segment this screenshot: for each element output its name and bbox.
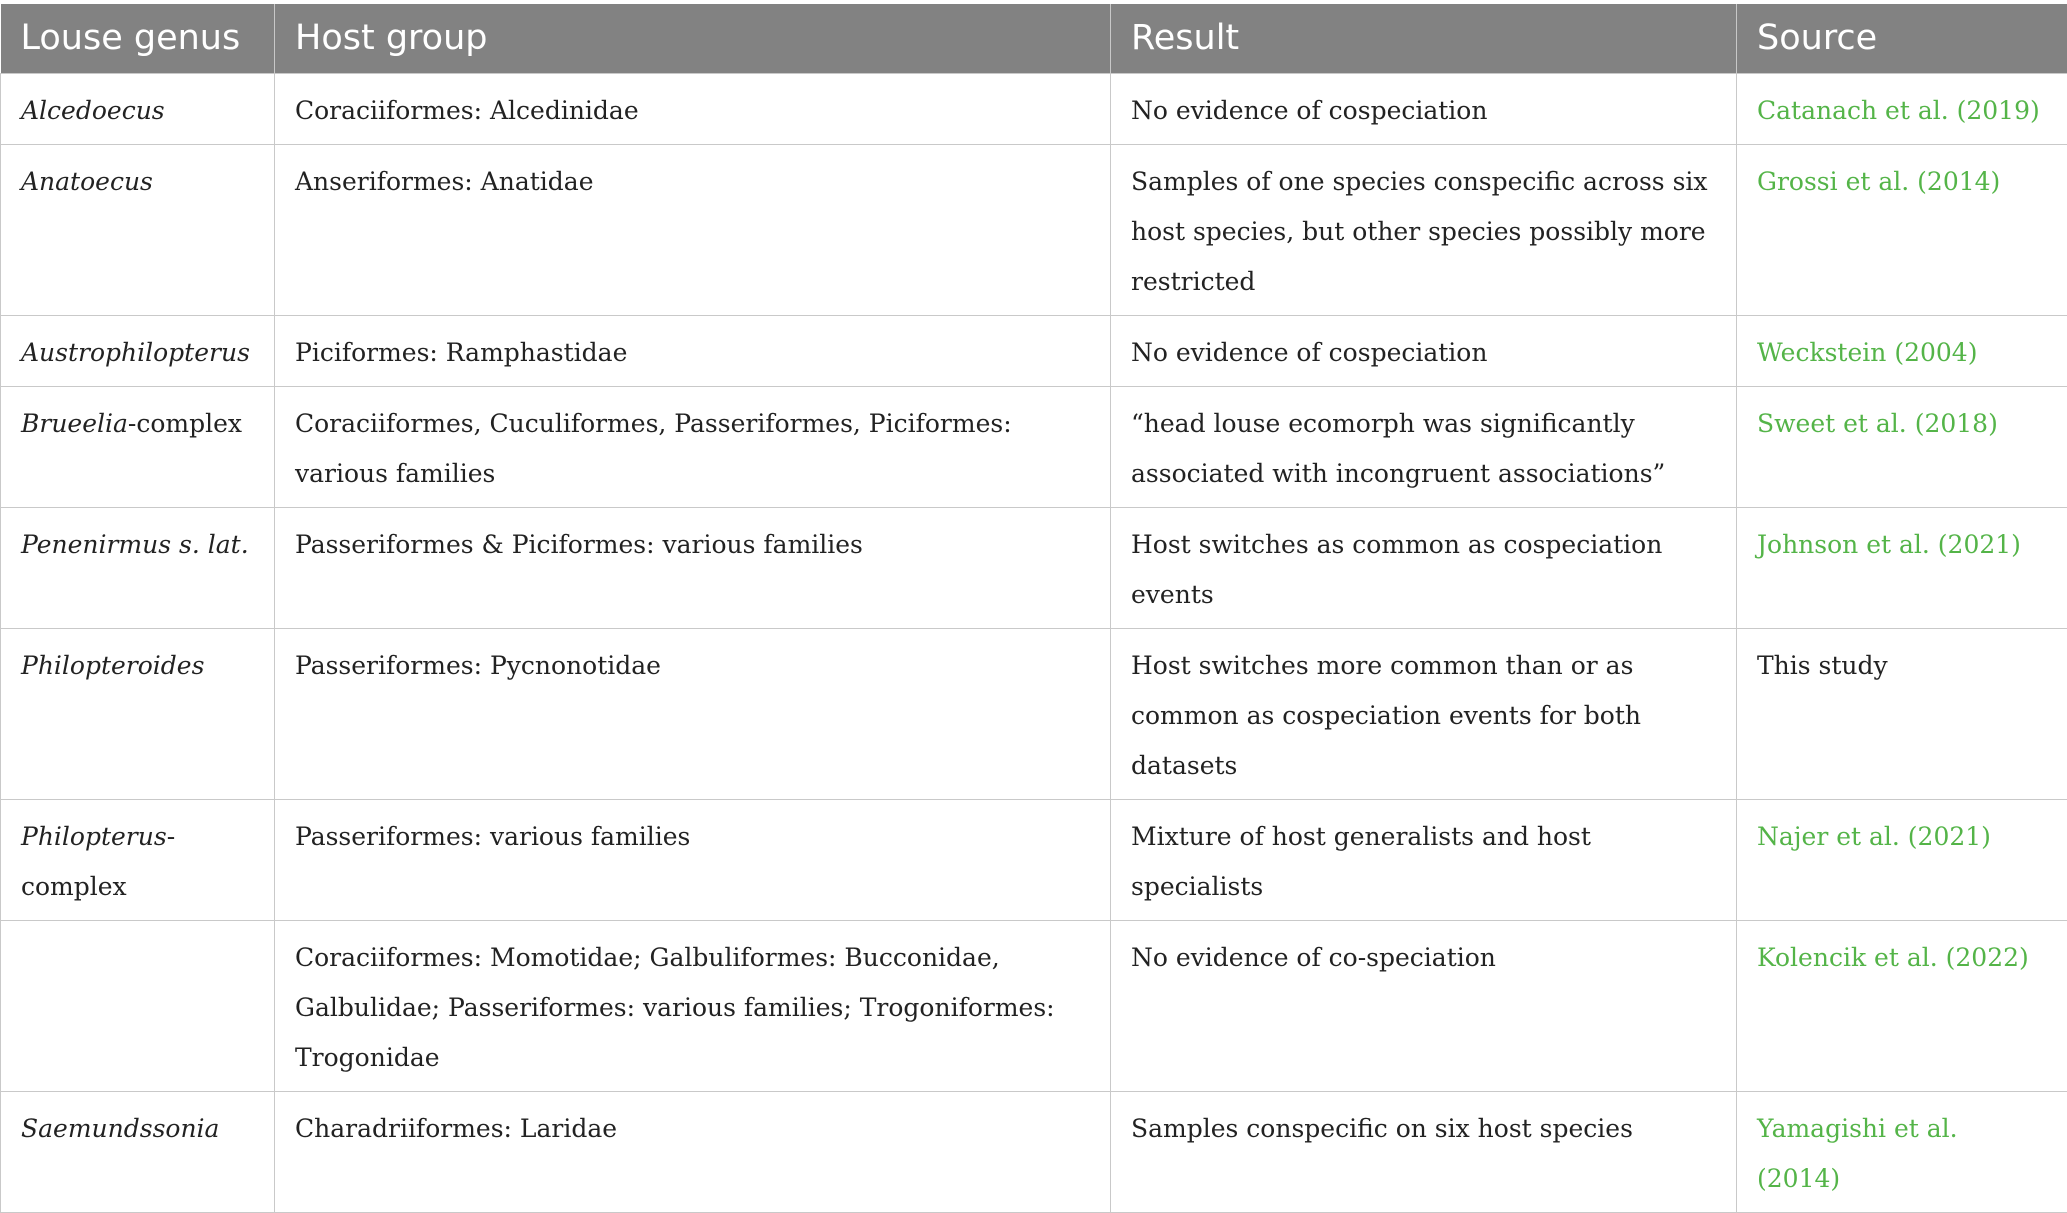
- source-link[interactable]: Grossi et al. (2014): [1737, 144, 2067, 315]
- genus-cell: [1, 144, 275, 315]
- genus-suffix: -complex: [21, 822, 175, 901]
- source-link[interactable]: Sweet et al. (2018): [1737, 386, 2067, 507]
- source-link[interactable]: Johnson et al. (2021): [1737, 507, 2067, 628]
- genus-name: Penenirmus s. lat.: [21, 530, 249, 559]
- table-row: [1, 1091, 2067, 1212]
- genus-cell: [1, 799, 275, 920]
- genus-name: Saemundssonia: [21, 1114, 219, 1143]
- host-group-cell: Charadriiformes: Laridae: [275, 1091, 1111, 1212]
- genus-cell: [1, 628, 275, 799]
- host-group-cell: Coraciiformes: Momotidae; Galbuliformes: Bucconidae, Galbulidae; Passeriformes: various families; Trogoniformes: Trogonidae: [275, 920, 1111, 1091]
- genus-name: Brueelia: [21, 409, 128, 438]
- genus-name: Alcedoecus: [21, 96, 165, 125]
- result-cell: “head louse ecomorph was significantly associated with incongruent associations”: [1111, 386, 1737, 507]
- source-link[interactable]: Weckstein (2004): [1737, 315, 2067, 386]
- result-cell: No evidence of cospeciation: [1111, 315, 1737, 386]
- table-row: [1, 386, 2067, 507]
- table-row: [1, 144, 2067, 315]
- genus-cell: [1, 920, 275, 1091]
- table-row: [1, 315, 2067, 386]
- table-row: [1, 628, 2067, 799]
- result-cell: Samples of one species conspecific across six host species, but other species possibly more restricted: [1111, 144, 1737, 315]
- header-row: [1, 4, 2067, 73]
- table-body: [1, 73, 2067, 1212]
- host-group-cell: Coraciiformes: Alcedinidae: [275, 73, 1111, 144]
- host-group-cell: Coraciiformes, Cuculiformes, Passeriformes, Piciformes: various families: [275, 386, 1111, 507]
- table-row: [1, 799, 2067, 920]
- host-group-cell: Piciformes: Ramphastidae: [275, 315, 1111, 386]
- source-link[interactable]: Kolencik et al. (2022): [1737, 920, 2067, 1091]
- result-cell: Samples conspecific on six host species: [1111, 1091, 1737, 1212]
- genus-name: Philopteroides: [21, 651, 204, 680]
- table-row: [1, 920, 2067, 1091]
- result-cell: No evidence of co-speciation: [1111, 920, 1737, 1091]
- host-group-cell: Passeriformes: Pycnonotidae: [275, 628, 1111, 799]
- header-source: Source: [1737, 4, 2067, 73]
- header-host-group: Host group: [275, 4, 1111, 73]
- host-group-cell: Anseriformes: Anatidae: [275, 144, 1111, 315]
- header-louse-genus: Louse genus: [1, 4, 275, 73]
- result-cell: Host switches more common than or as common as cospeciation events for both datasets: [1111, 628, 1737, 799]
- genus-suffix: -complex: [128, 409, 242, 438]
- genus-cell: [1, 507, 275, 628]
- table-row: [1, 507, 2067, 628]
- genus-cell: [1, 1091, 275, 1212]
- source-link[interactable]: Najer et al. (2021): [1737, 799, 2067, 920]
- source-text: This study: [1737, 628, 2067, 799]
- genus-name: Anatoecus: [21, 167, 153, 196]
- cospeciation-table: [0, 4, 2067, 1213]
- host-group-cell: Passeriformes: various families: [275, 799, 1111, 920]
- genus-cell: [1, 315, 275, 386]
- genus-cell: [1, 73, 275, 144]
- host-group-cell: Passeriformes & Piciformes: various families: [275, 507, 1111, 628]
- table-row: [1, 73, 2067, 144]
- result-cell: Mixture of host generalists and host specialists: [1111, 799, 1737, 920]
- header-result: Result: [1111, 4, 1737, 73]
- genus-name: Austrophilopterus: [21, 338, 250, 367]
- source-link[interactable]: Catanach et al. (2019): [1737, 73, 2067, 144]
- result-cell: Host switches as common as cospeciation events: [1111, 507, 1737, 628]
- genus-name: Philopterus: [21, 822, 167, 851]
- source-link[interactable]: Yamagishi et al. (2014): [1737, 1091, 2067, 1212]
- table-header: [1, 4, 2067, 73]
- genus-cell: [1, 386, 275, 507]
- result-cell: No evidence of cospeciation: [1111, 73, 1737, 144]
